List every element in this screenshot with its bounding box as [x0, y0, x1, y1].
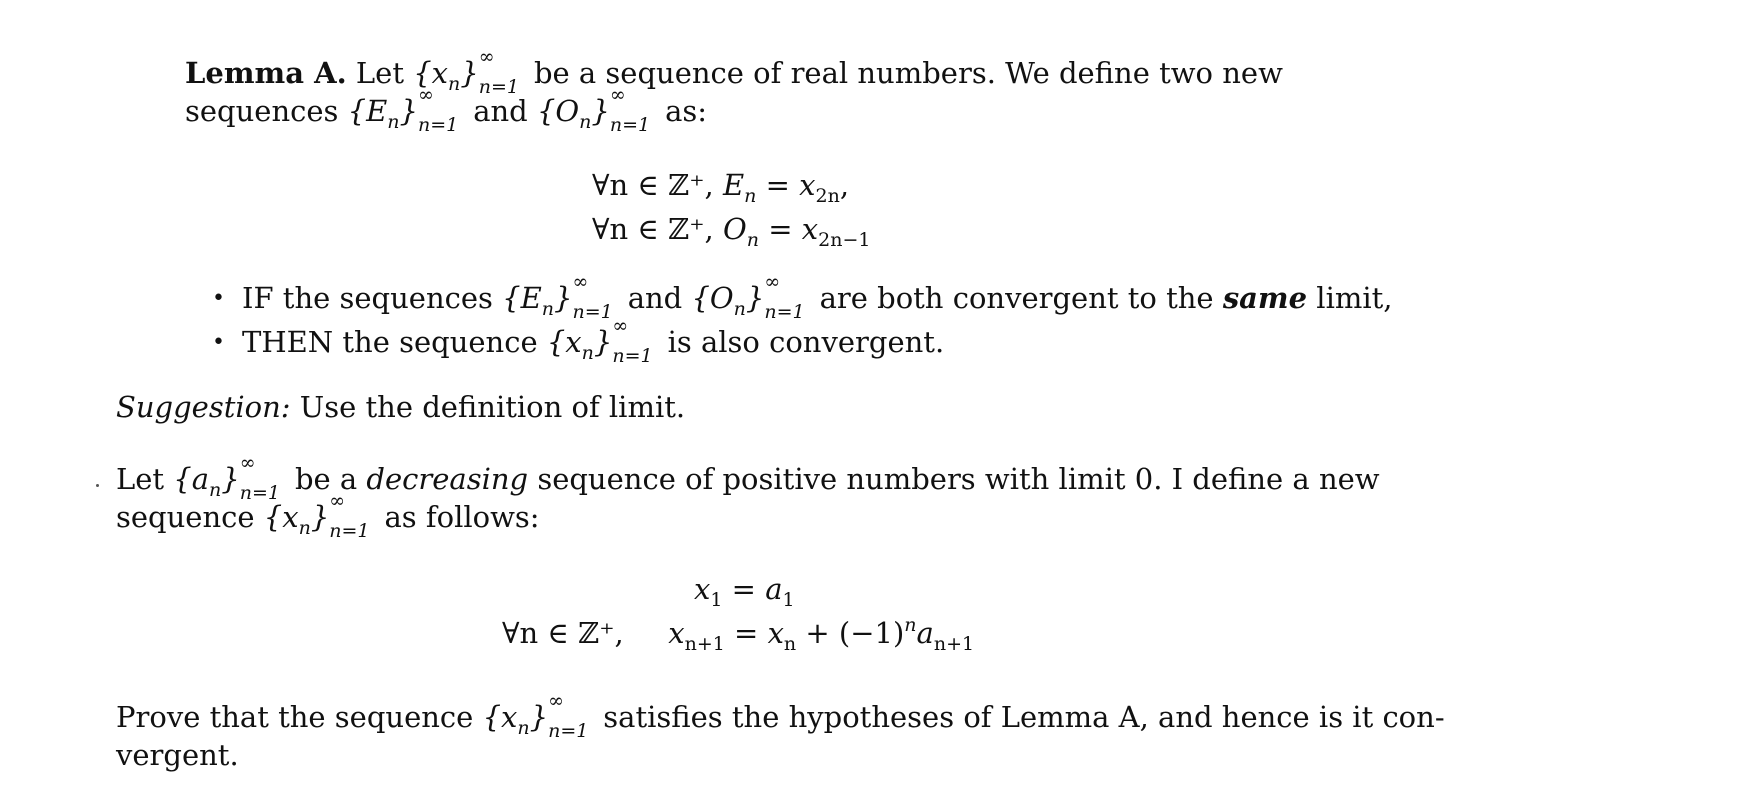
problem-line-2: sequence $\{x_n\}$ ∞ n=1 as follows:	[116, 490, 540, 542]
lemma-line-1: Lemma A. Let $\{x_n\}$ ∞ n=1 be a sequence of real numbers. We define two new	[185, 46, 1283, 98]
bullet-marker-2: •	[212, 330, 225, 355]
seq-x: $\{x_n\}$	[413, 56, 479, 95]
lemma-label: Lemma A.	[185, 56, 347, 90]
def-odd: ∀n ∈ ℤ⁺, $O_n = x_{2n-1}$	[592, 212, 871, 251]
conclusion-line-2: vergent.	[116, 738, 239, 772]
suggestion: Suggestion: Use the definition of limit.	[116, 390, 686, 424]
def-even: ∀n ∈ ℤ⁺, $E_n = x_{2n}$,	[592, 168, 850, 207]
suggestion-label: Suggestion:	[116, 390, 291, 424]
lemma-text-rest: be a sequence of real numbers. We define two new	[533, 56, 1283, 90]
lemma-line-2: sequences $\{E_n\}$ ∞ n=1 and $\{O_n\}$ ∞ n=1 as:	[185, 84, 708, 136]
emphasis-same: same	[1222, 281, 1308, 315]
conclusion-line-1: Prove that the sequence $\{x_n\}$ ∞ n=1 satisfies the hypotheses of Lemma A, and hence is it con-	[116, 690, 1445, 742]
seq-O: $\{O_n\}$	[536, 94, 610, 133]
bullet-1: IF the sequences $\{E_n\}$ ∞ n=1 and $\{O_n\}$ ∞ n=1 are both convergent to the same limit,	[242, 271, 1393, 323]
bullet-marker-1: •	[212, 286, 225, 311]
seq-E: $\{E_n\}$	[347, 94, 418, 133]
lemma-text-let: Let	[355, 56, 404, 90]
emphasis-decreasing: decreasing	[366, 462, 529, 496]
bullet-2: THEN the sequence $\{x_n\}$ ∞ n=1 is also convergent.	[242, 315, 945, 367]
recurrence-initial: $x_1 = a_1$	[694, 572, 795, 611]
recurrence-step: ∀n ∈ ℤ⁺, $x_{n+1} = x_n + (-1)^na_{n+1}$	[502, 614, 975, 655]
problem-line-1: Let $\{a_n\}$ ∞ n=1 be a decreasing sequence of positive numbers with limit 0. I define a new	[116, 452, 1380, 504]
stray-dot	[96, 484, 99, 487]
